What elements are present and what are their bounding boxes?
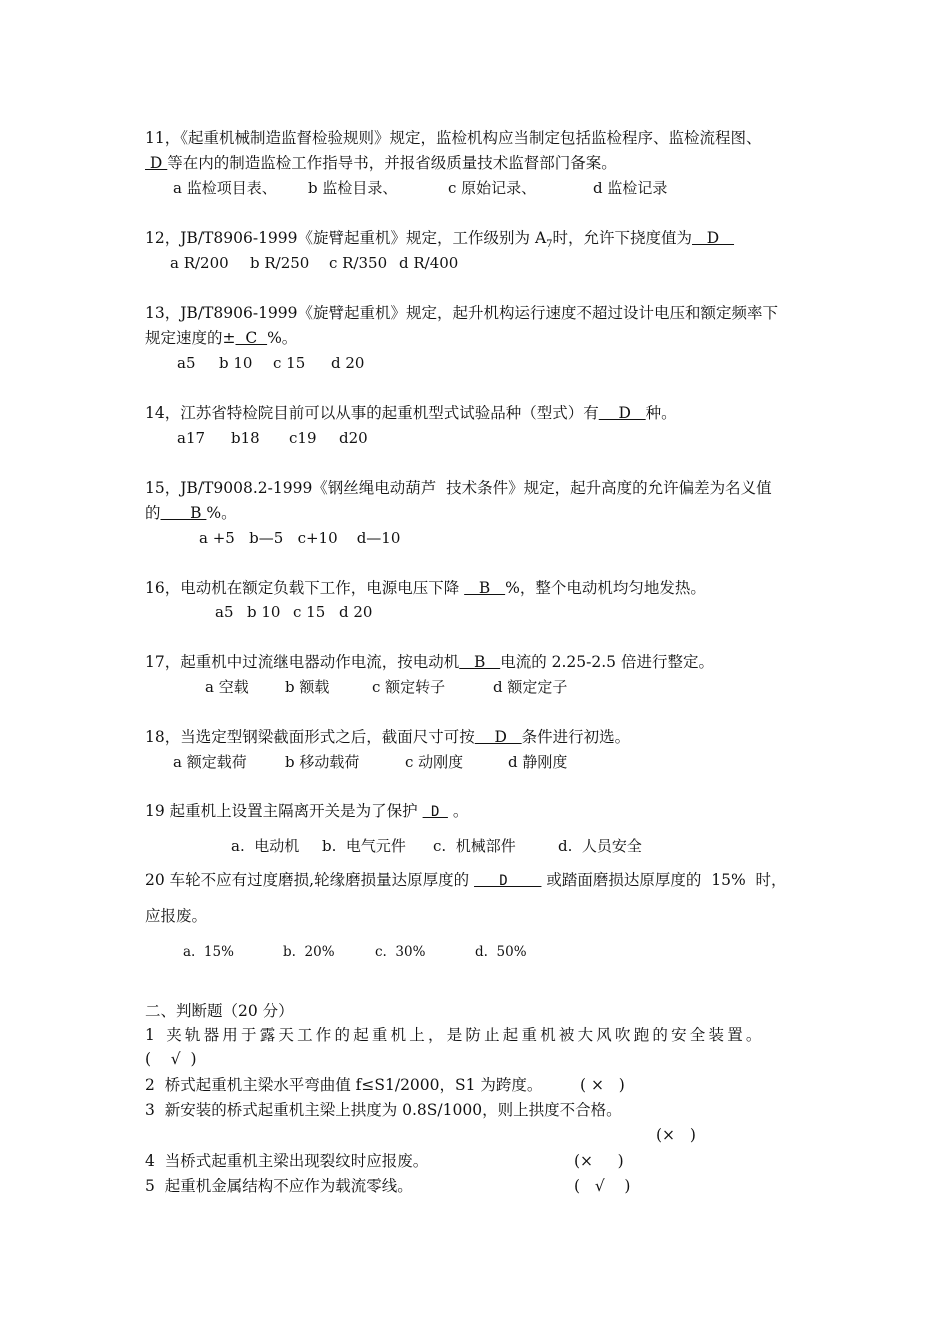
- q13-text-post: %。: [267, 329, 298, 347]
- q18-text-post: 条件进行初选。: [521, 728, 631, 746]
- q17-option-a: a 空载: [205, 678, 249, 696]
- q13-line2: [145, 328, 297, 348]
- q12-text-post: 时，允许下挠度值为: [552, 229, 693, 247]
- q20-option-c: c. 30%: [375, 944, 426, 960]
- q14-line1: [145, 403, 677, 423]
- q11-option-a: a 监检项目表、: [173, 179, 277, 197]
- q11-line2-text: 等在内的制造监检工作指导书，并报省级质量技术监督部门备案。: [167, 154, 617, 172]
- q12-line1: [145, 228, 734, 255]
- q15-options: a +5 b—5 c+10 d—10: [199, 529, 401, 547]
- judge-4-mark: (× ): [574, 1152, 624, 1170]
- q16-option-a: a5: [215, 603, 234, 621]
- judge-3-mark: (× ): [656, 1126, 696, 1144]
- q12-option-a: a R/200: [170, 254, 229, 272]
- q19-text-post: 。: [447, 802, 469, 820]
- q14-text-post: 种。: [645, 404, 677, 422]
- section2-title: 二、判断题（20 分）: [145, 1002, 294, 1020]
- q11-line2: [145, 153, 617, 173]
- q13-option-b: b 10: [219, 354, 253, 372]
- q20-text: 20 车轮不应有过度磨损,轮缘磨损量达原厚度的: [145, 871, 475, 889]
- q19-answer: D: [422, 804, 448, 820]
- q14-option-a: a17: [177, 429, 206, 447]
- q15-text-post: %。: [206, 504, 237, 522]
- q13-option-d: d 20: [331, 354, 365, 372]
- q19-text: 19 起重机上设置主隔离开关是为了保护: [145, 802, 423, 820]
- q12-answer: D: [692, 229, 735, 247]
- q11-option-b: b 监检目录、: [308, 179, 398, 197]
- q20-answer: D: [474, 873, 542, 889]
- q18-option-c: c 动刚度: [405, 753, 464, 771]
- q14-option-d: d20: [339, 429, 368, 447]
- q15-line2: [145, 503, 237, 523]
- q12-subscript: 7: [546, 239, 553, 251]
- q13-line1: 13，JB/T8906-1999《旋臂起重机》规定，起升机构运行速度不超过设计电压和额定频率下: [145, 304, 779, 322]
- judge-3-text: 3 新安装的桥式起重机主梁上拱度为 0.8S/1000，则上拱度不合格。: [145, 1101, 622, 1119]
- judge-2-mark: ( × ): [580, 1076, 625, 1094]
- q16-answer: B: [464, 579, 506, 597]
- q17-option-c: c 额定转子: [372, 678, 446, 696]
- judge-1-line1: 1 夹轨器用于露天工作的起重机上，是防止起重机被大风吹跑的安全装置。: [145, 1026, 765, 1044]
- q14-option-c: c19: [289, 429, 317, 447]
- q11-answer: D: [145, 154, 168, 172]
- q14-answer: D: [598, 404, 646, 422]
- q16-option-c: c 15: [293, 603, 326, 621]
- judge-4-text: 4 当桥式起重机主梁出现裂纹时应报废。: [145, 1152, 429, 1170]
- q19-option-b: b. 电气元件: [322, 837, 406, 855]
- q16-option-d: d 20: [339, 603, 373, 621]
- q11-option-c: c 原始记录、: [448, 179, 537, 197]
- q12-option-d: d R/400: [399, 254, 459, 272]
- q17-answer: B: [459, 653, 501, 671]
- q20-line2: 应报废。: [145, 907, 208, 925]
- q18-option-d: d 静刚度: [508, 753, 568, 771]
- q16-line1: [145, 578, 706, 598]
- judge-5-mark: ( √ ): [574, 1177, 631, 1195]
- q16-text: 16，电动机在额定负载下工作，电源电压下降: [145, 579, 465, 597]
- q15-line1: 15，JB/T9008.2-1999《钢丝绳电动葫芦 技术条件》规定，起升高度的允许偏差为名义值: [145, 479, 772, 497]
- q20-option-b: b. 20%: [283, 944, 335, 960]
- q17-text-post: 电流的 2.25-2.5 倍进行整定。: [500, 653, 714, 671]
- q13-option-a: a5: [177, 354, 196, 372]
- q11-option-d: d 监检记录: [593, 179, 668, 197]
- q18-line1: [145, 727, 630, 747]
- q11-line1: 11，《起重机械制造监督检验规则》规定，监检机构应当制定包括监检程序、监检流程图、: [145, 129, 762, 147]
- q17-option-d: d 额定定子: [493, 678, 568, 696]
- q18-option-a: a 额定载荷: [173, 753, 247, 771]
- q18-answer: D: [474, 728, 522, 746]
- q18-option-b: b 移动载荷: [285, 753, 360, 771]
- q19-option-d: d. 人员安全: [558, 837, 642, 855]
- q17-option-b: b 额载: [285, 678, 330, 696]
- q13-option-c: c 15: [273, 354, 306, 372]
- q20-option-d: d. 50%: [475, 944, 527, 960]
- q13-answer: C: [235, 329, 268, 347]
- q14-text: 14，江苏省特检院目前可以从事的起重机型式试验品种（型式）有: [145, 404, 599, 422]
- q15-text: 的: [145, 504, 161, 522]
- q20-text-post: 或踏面磨损达原厚度的 15% 时，: [541, 871, 787, 889]
- q15-answer: B: [160, 504, 207, 522]
- q19-line1: [145, 801, 468, 822]
- q12-option-c: c R/350: [329, 254, 388, 272]
- q16-option-b: b 10: [247, 603, 281, 621]
- q13-text: 规定速度的±: [145, 329, 236, 347]
- q17-line1: [145, 652, 714, 672]
- q19-option-c: c. 机械部件: [433, 837, 516, 855]
- q19-option-a: a. 电动机: [231, 837, 300, 855]
- judge-5-text: 5 起重机金属结构不应作为载流零线。: [145, 1177, 413, 1195]
- q14-option-b: b18: [231, 429, 260, 447]
- q12-option-b: b R/250: [250, 254, 310, 272]
- q12-text: 12，JB/T8906-1999《旋臂起重机》规定，工作级别为 A: [145, 229, 547, 247]
- q20-option-a: a. 15%: [183, 944, 234, 960]
- judge-2-text: 2 桥式起重机主梁水平弯曲值 f≤S1/2000，S1 为跨度。: [145, 1076, 543, 1094]
- q16-text-post: %，整个电动机均匀地发热。: [505, 579, 706, 597]
- q17-text: 17，起重机中过流继电器动作电流，按电动机: [145, 653, 460, 671]
- q18-text: 18，当选定型钢梁截面形式之后，截面尺寸可按: [145, 728, 475, 746]
- judge-1-mark: ( √ ): [145, 1050, 197, 1068]
- q20-line1: [145, 870, 787, 891]
